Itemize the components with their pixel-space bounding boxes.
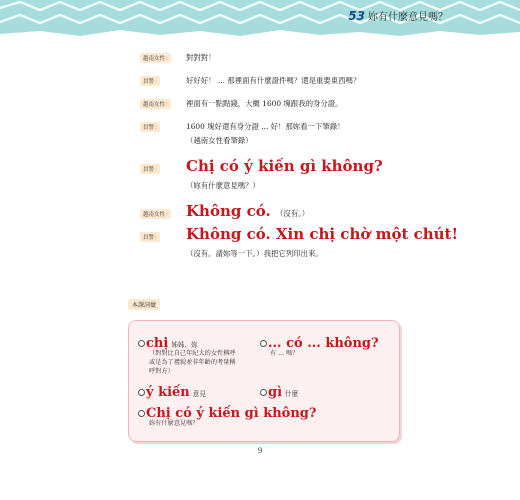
vocab-note: 或是為了禮貌並非年齡的考量稱 [149, 359, 236, 366]
speaker-tag: 員警⁝ [140, 122, 160, 132]
speaker-tag: 越南女性⁝ [140, 99, 171, 109]
vocab-word: ... có ... không? [268, 336, 379, 351]
vocab-item [146, 381, 206, 400]
dialogue-text: 好好好！ ... 那裡面有什麼證件嗎？還是重要東西嗎？ [186, 76, 361, 85]
vocab-box [128, 320, 400, 442]
dialogue-translation: （沒有。請妳等一下。）我把它列印出來。 [186, 249, 323, 258]
lesson-number: 53 [348, 9, 365, 23]
dialogue-translation: （妳有什麼意見嗎？） [186, 181, 260, 190]
inline-translation: （沒有。） [275, 209, 310, 218]
speaker-tag: 越南女性⁝ [140, 53, 171, 63]
vocab-word: ý kiến [146, 385, 190, 400]
vocab-label: 本課詞彙 [128, 299, 160, 310]
vocab-note: 呼對方） [149, 368, 174, 375]
vocab-meaning: 姊姊、妳 [171, 341, 198, 349]
vocab-item [146, 332, 198, 351]
bullet-icon [260, 389, 267, 396]
bullet-icon [260, 340, 267, 347]
vocab-meaning: 什麼 [285, 390, 299, 398]
vocab-note: （對對比自己年紀大的女性稱呼 [149, 350, 236, 357]
dialogue-text: 對對對！ [186, 53, 216, 62]
vocab-item [146, 402, 317, 421]
vocab-word: chị [146, 336, 169, 351]
vietnamese-sentence: Không có. （沒有。） [186, 202, 310, 220]
bullet-icon [138, 340, 145, 347]
dialogue-text: 裡面有一點點錢，大概 1600 塊跟我的身分證。 [186, 99, 343, 108]
speaker-tag: 員警⁝ [140, 76, 160, 86]
vocab-word: gì [268, 385, 283, 400]
vocab-item [268, 332, 379, 351]
lesson-title-text: 妳有什麼意見嗎？ [368, 12, 448, 23]
vocab-note: 有 ... 嗎？ [270, 350, 299, 357]
bullet-icon [138, 389, 145, 396]
speaker-tag: 員警⁝ [140, 232, 160, 242]
bullet-icon [138, 410, 145, 417]
vocab-note: 妳有什麼意見嗎？ [149, 420, 199, 427]
vocab-word: Chị có ý kiến gì không? [146, 406, 317, 421]
page-number: 9 [257, 447, 263, 455]
vietnamese-sentence: Không có. Xin chị chờ một chút! [186, 225, 459, 243]
speaker-tag: 員警⁝ [140, 164, 160, 174]
vietnamese-sentence: Chị có ý kiến gì không? [186, 157, 383, 175]
speaker-tag: 越南女性⁝ [140, 209, 171, 219]
vocab-item [268, 381, 298, 400]
lesson-title [348, 8, 448, 23]
dialogue-text: 1600 塊好還有身分證 ... 好！那妳看一下筆錄！ [186, 122, 345, 131]
vocab-meaning: 意見 [192, 390, 206, 398]
dialogue-subtext: （越南女性看筆錄） [186, 136, 253, 145]
